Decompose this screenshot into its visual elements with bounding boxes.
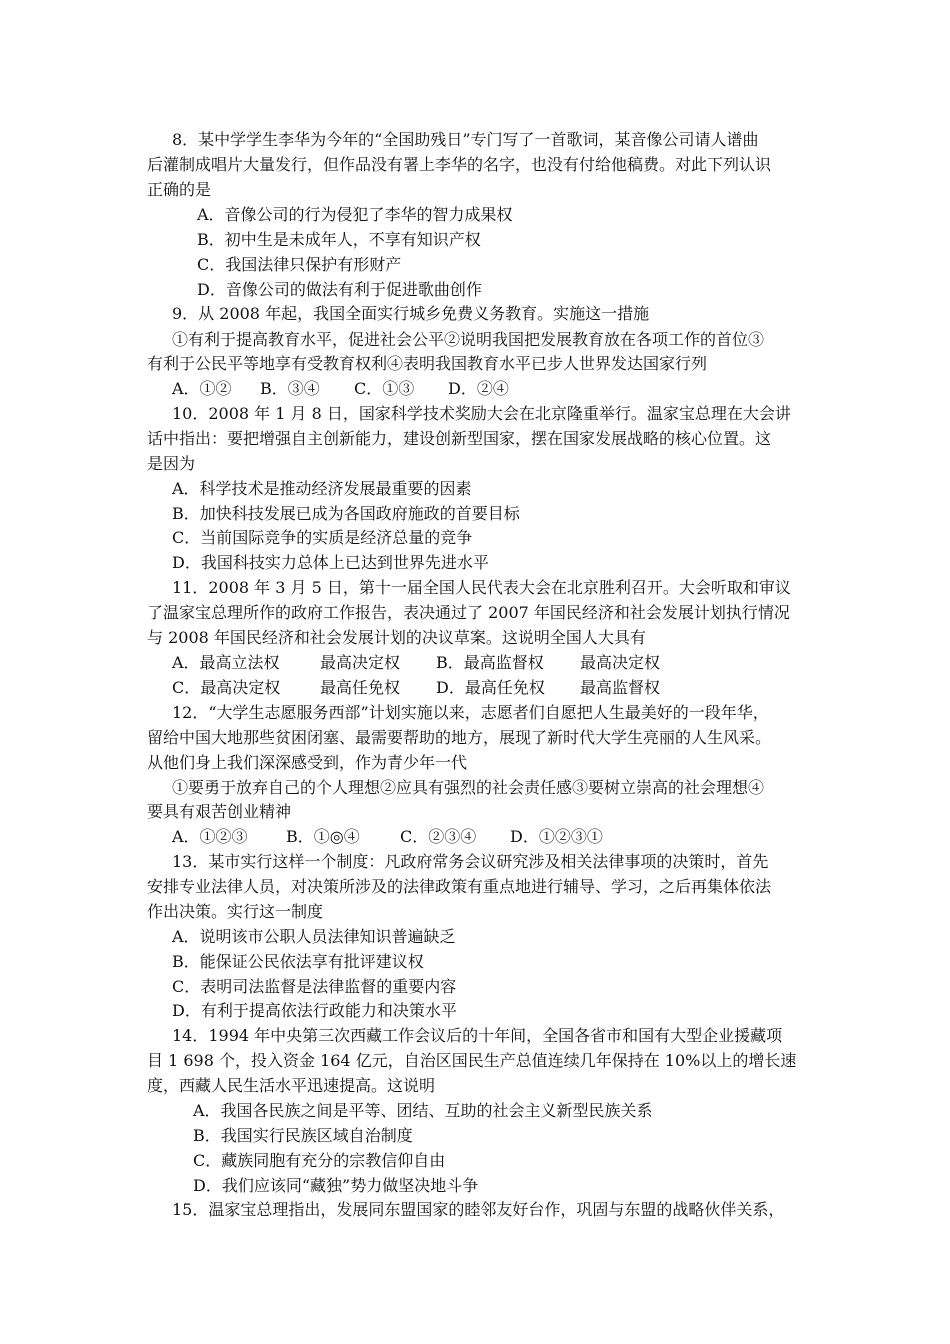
q8-option-c: C．我国法律只保护有形财产 — [197, 255, 402, 274]
q8-stem-line-3: 正确的是 — [147, 180, 212, 199]
q11-option-c-2: 最高任免权 — [320, 678, 401, 697]
q10-option-b: B．加快科技发展已成为各国政府施政的首要目标 — [172, 504, 520, 523]
q12-option-c: C．②③④ — [400, 827, 477, 846]
q12-stem-line-3: 从他们身上我们深深感受到，作为青少年一代 — [147, 753, 468, 772]
q11-stem-line-2: 了温家宝总理所作的政府工作报告，表决通过了 2007 年国民经济和社会发展计划执行情况 — [147, 603, 790, 622]
q11-option-b-2: 最高决定权 — [580, 653, 661, 672]
q9-option-b: B．③④ — [260, 379, 320, 398]
q14-option-d: D．我们应该同“藏独”势力做坚决地斗争 — [193, 1176, 479, 1195]
q12-stem-line-1: 12．“大学生志愿服务西部”计划实施以来，志愿者们自愿把人生最美好的一段年华， — [172, 703, 769, 722]
q9-options — [172, 377, 509, 401]
q10-stem-line-2: 话中指出：要把增强自主创新能力，建设创新型国家，摆在国家发展战略的核心位置。这 — [147, 429, 772, 448]
q12-option-b: B．①◎④ — [286, 827, 360, 846]
q11-option-c: C．最高决定权 — [172, 678, 281, 697]
q11-stem-line-1: 11．2008 年 3 月 5 日，第十一届全国人民代表大会在北京胜利召开。大会听取和审议 — [172, 578, 791, 597]
q14-stem-line-2: 目 1 698 个，投入资金 164 亿元，自治区国民生产总值连续几年保持在 10%以上的增长速 — [147, 1051, 797, 1070]
q14-stem-line-1: 14．1994 年中央第三次西藏工作会议后的十年间，全国各省市和国有大型企业援藏项 — [172, 1026, 783, 1045]
q11-options-row-1 — [172, 651, 660, 675]
q13-stem-line-3: 作出决策。实行这一制度 — [147, 902, 324, 921]
q12-option-a: A．①②③ — [172, 827, 248, 846]
q11-options-row-2 — [172, 676, 660, 700]
q12-item-line-2: 要具有艰苦创业精神 — [147, 802, 292, 821]
q10-option-d: D．我国科技实力总体上已达到世界先进水平 — [172, 553, 489, 572]
q14-stem-line-3: 度，西藏人民生活水平迅速提高。这说明 — [147, 1076, 436, 1095]
q11-option-a: A．最高立法权 — [172, 653, 280, 672]
q10-stem-line-1: 10．2008 年 1 月 8 日，国家科学技术奖励大会在北京隆重举行。温家宝总理在大会讲 — [172, 404, 791, 423]
q9-stem-line-1: 9．从 2008 年起，我国全面实行城乡免费义务教育。实施这一措施 — [172, 304, 650, 323]
q14-option-b: B．我国实行民族区域自治制度 — [193, 1126, 413, 1145]
q10-option-c: C．当前国际竞争的实质是经济总量的竞争 — [172, 528, 473, 547]
q11-option-d-2: 最高监督权 — [580, 678, 661, 697]
q12-stem-line-2: 留给中国大地那些贫困闭塞、最需要帮助的地方，展现了新时代大学生亮丽的人生风采。 — [147, 728, 772, 747]
q10-stem-line-3: 是因为 — [147, 454, 196, 473]
q12-item-line-1: ①要勇于放弃自己的个人理想②应具有强烈的社会责任感③要树立崇高的社会理想④ — [172, 778, 765, 797]
q11-option-d: D．最高任免权 — [436, 678, 545, 697]
q9-item-line-2: 有利于公民平等地享有受教育权利④表明我国教育水平已步人世界发达国家行列 — [147, 354, 708, 373]
q13-option-b: B．能保证公民依法享有批评建议权 — [172, 952, 424, 971]
q13-option-a: A．说明该市公职人员法律知识普遍缺乏 — [172, 927, 456, 946]
q10-option-a: A．科学技术是推动经济发展最重要的因素 — [172, 479, 472, 498]
q13-option-d: D．有利于提高依法行政能力和决策水平 — [172, 1001, 457, 1020]
q15-stem-line-1: 15．温家宝总理指出，发展同东盟国家的睦邻友好台作，巩固与东盟的战略伙伴关系， — [172, 1200, 785, 1219]
q8-stem-line-2: 后灌制成唱片大量发行，但作品没有署上李华的名字，也没有付给他稿费。对此下列认识 — [147, 155, 772, 174]
q9-option-d: D．②④ — [448, 379, 509, 398]
q13-option-c: C．表明司法监督是法律监督的重要内容 — [172, 977, 457, 996]
q11-option-a-2: 最高决定权 — [320, 653, 401, 672]
q8-stem-line-1: 8．某中学学生李华为今年的“全国助残日”专门写了一首歌词，某音像公司请人谱曲 — [172, 130, 759, 149]
q8-option-d: D．音像公司的做法有利于促进歌曲创作 — [197, 280, 482, 299]
q14-option-c: C．藏族同胞有充分的宗教信仰自由 — [193, 1151, 446, 1170]
q12-option-d: D．①②③① — [510, 827, 603, 846]
q13-stem-line-2: 安排专业法律人员，对决策所涉及的法律政策有重点地进行辅导、学习，之后再集体依法 — [147, 877, 772, 896]
q9-option-c: C．①③ — [354, 379, 415, 398]
q8-option-a: A．音像公司的行为侵犯了李华的智力成果权 — [197, 205, 513, 224]
q12-options — [172, 825, 603, 849]
q11-stem-line-3: 与 2008 年国民经济和社会发展计划的决议草案。这说明全国人大具有 — [147, 628, 646, 647]
q8-option-b: B．初中生是未成年人，不享有知识产权 — [197, 230, 481, 249]
q14-option-a: A．我国各民族之间是平等、团结、互助的社会主义新型民族关系 — [193, 1101, 653, 1120]
q9-item-line-1: ①有利于提高教育水平，促进社会公平②说明我国把发展教育放在各项工作的首位③ — [172, 330, 765, 349]
q13-stem-line-1: 13．某市实行这样一个制度：凡政府常务会议研究涉及相关法律事项的决策时，首先 — [172, 852, 769, 871]
q11-option-b: B．最高监督权 — [436, 653, 544, 672]
q9-option-a: A．①② — [172, 379, 232, 398]
